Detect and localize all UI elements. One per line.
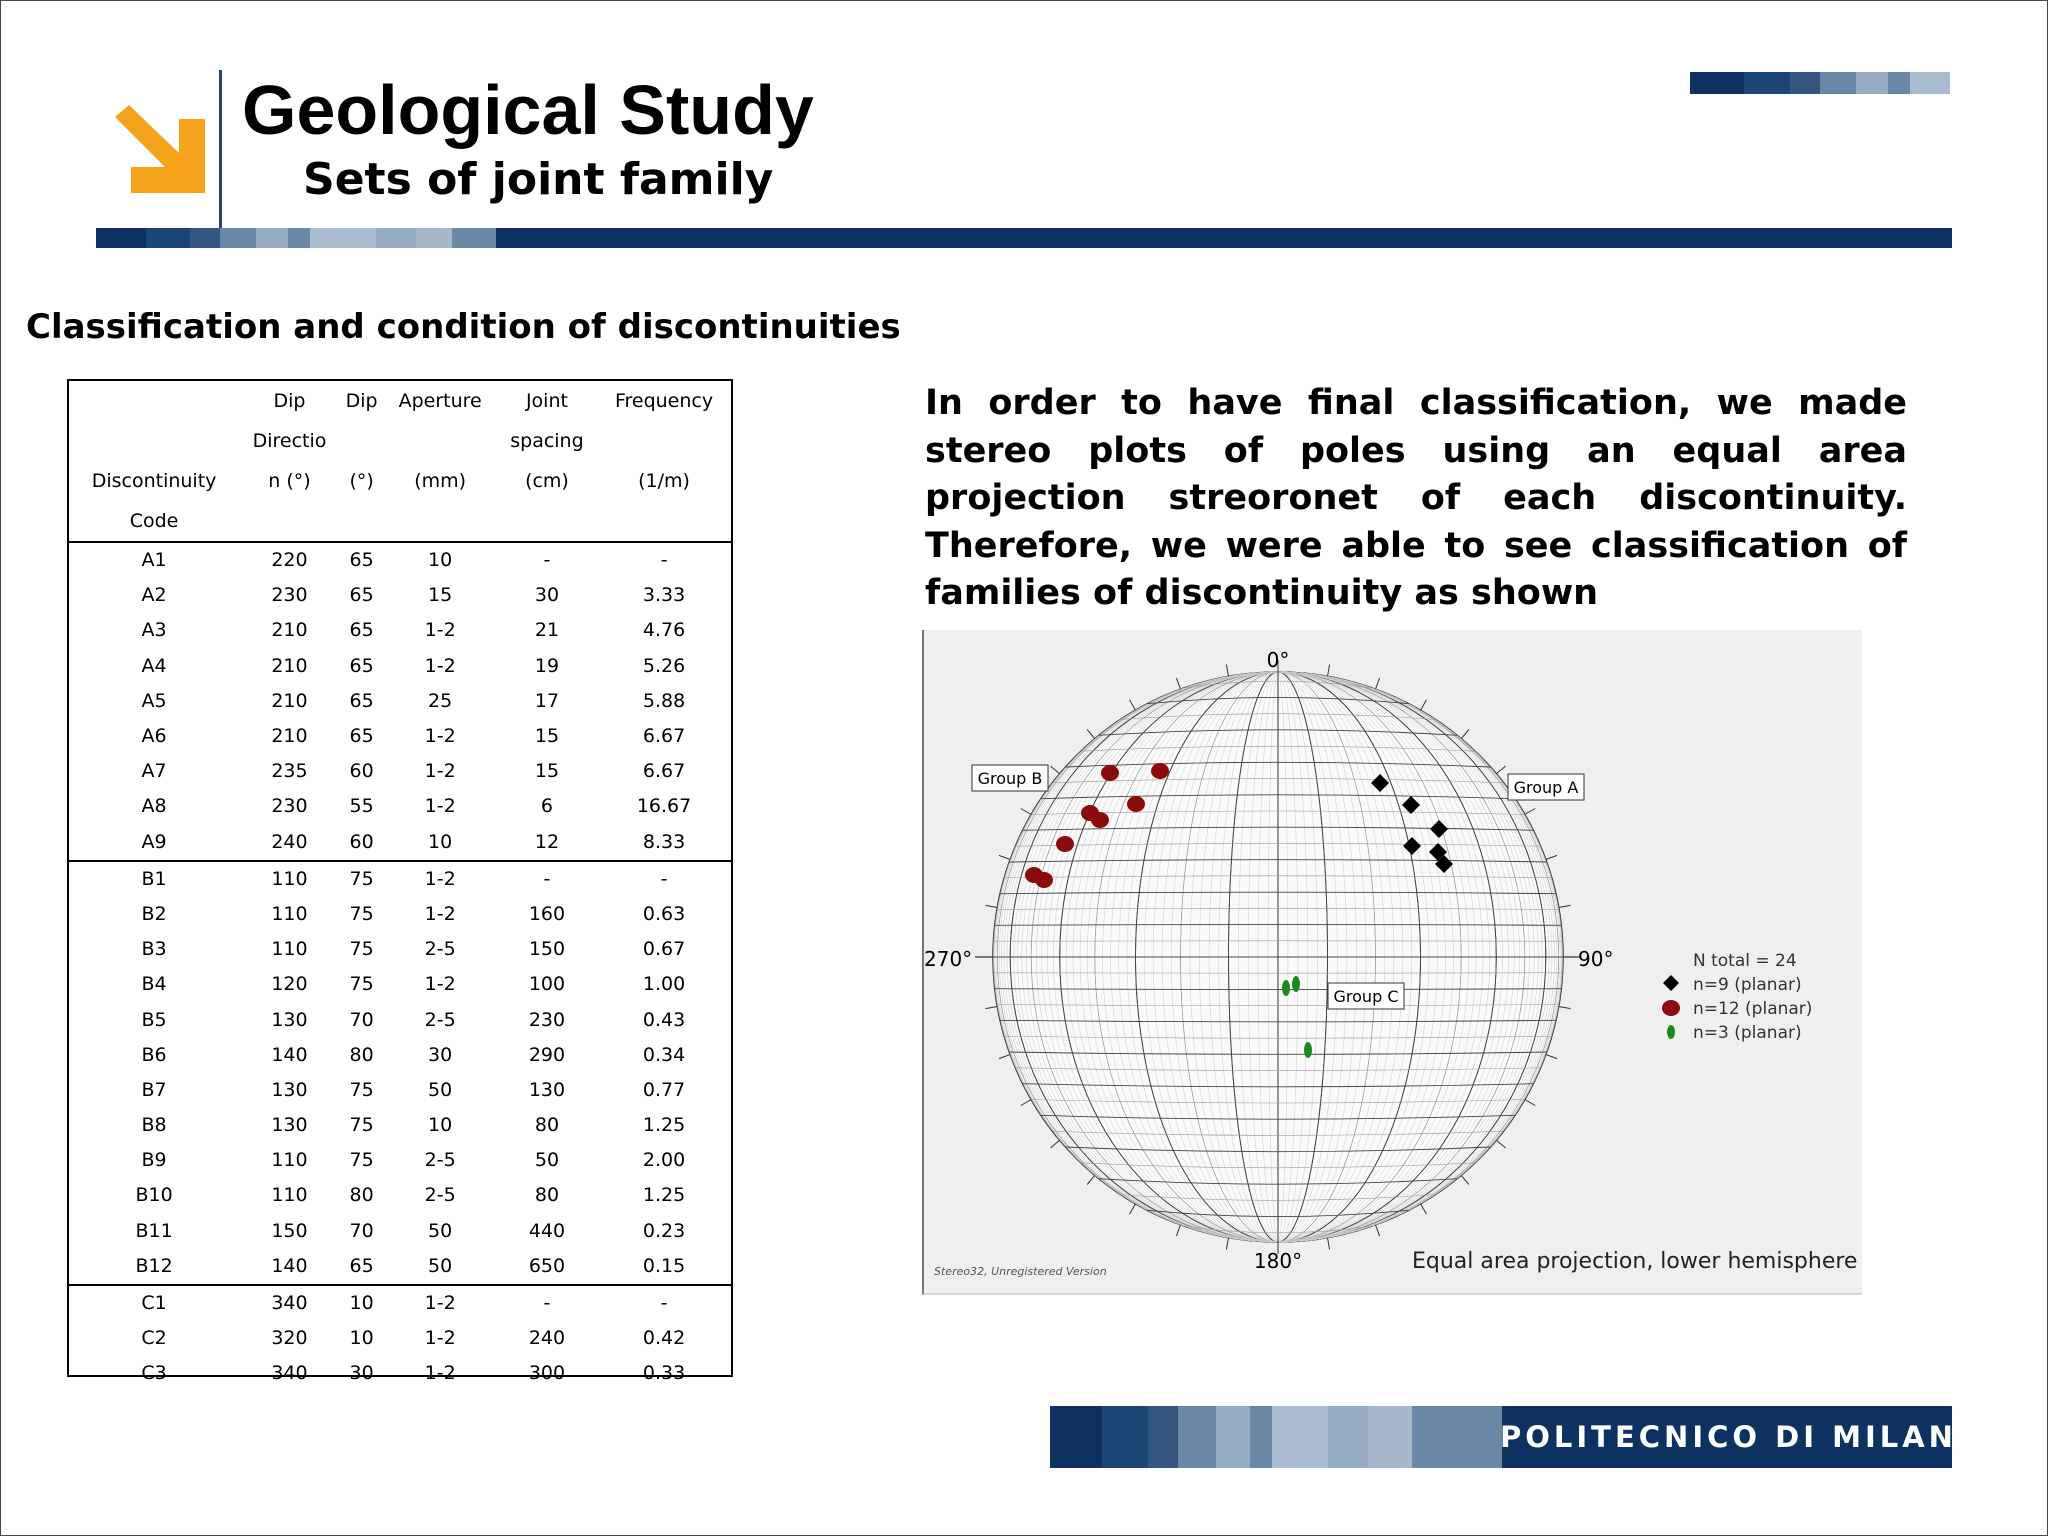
table-cell: 4.76: [642, 619, 686, 642]
table-cell: 30: [428, 1043, 453, 1066]
stereonet-figure: [922, 630, 1862, 1295]
table-cell: 110: [271, 1184, 308, 1207]
table-cell: 1-2: [424, 760, 456, 783]
table-row: [69, 754, 731, 789]
table-cell: B5: [141, 1008, 167, 1031]
table-cell: A6: [141, 725, 167, 748]
table-cell: 30: [349, 1362, 374, 1385]
table-cell: 75: [349, 938, 374, 961]
table-cell: 75: [349, 1114, 374, 1137]
header-color-band: [96, 228, 1952, 248]
table-header-cell: [383, 381, 496, 542]
table-header-cell: [239, 381, 340, 542]
table-cell: 65: [349, 619, 374, 642]
label-group-b: Group B: [977, 769, 1043, 788]
arrow-logo-icon: [115, 105, 210, 195]
table-cell: 65: [349, 689, 374, 712]
table-cell: A1: [141, 549, 167, 572]
table-row: [69, 967, 731, 1002]
table-cell: 0.63: [642, 902, 686, 925]
table-cell: 21: [534, 619, 560, 642]
table-cell: 130: [528, 1078, 566, 1101]
table-cell: 0.77: [642, 1078, 686, 1101]
table-cell: 15: [534, 760, 560, 783]
table-row: [69, 897, 731, 932]
label-south: 180°: [1253, 1249, 1303, 1273]
table-cell: 30: [534, 584, 560, 607]
table-row: [69, 542, 731, 578]
table-cell: 340: [239, 1285, 340, 1321]
table-cell: 80: [534, 1184, 560, 1207]
table-cell: 50: [428, 1254, 453, 1277]
table-cell: 1.00: [642, 973, 686, 996]
table-cell: 50: [534, 1149, 560, 1172]
table-row: [69, 1108, 731, 1143]
table-row: [69, 1143, 731, 1178]
legend-marker-leaf: [1667, 1025, 1675, 1039]
table-cell: 110: [271, 1149, 308, 1172]
table-cell: 0.42: [642, 1327, 686, 1350]
table-row: [69, 719, 731, 754]
table-cell: 60: [349, 760, 374, 783]
table-row: [69, 861, 731, 897]
description-paragraph: In order to have final classification, we made stereo plots of poles using an equal area projection streoronet of each discontinuity. Therefore, we were able to see classification of families of discontinuity as shown: [925, 383, 1907, 613]
legend-marker-circle: [1662, 1000, 1680, 1016]
table-cell: 120: [271, 973, 308, 996]
table-cell: 55: [349, 795, 374, 818]
table-header-line: n (°): [268, 470, 311, 492]
table-cell: 65: [349, 584, 374, 607]
table-header-row: [69, 381, 731, 542]
table-cell: 1.25: [642, 1114, 686, 1137]
table-cell: 65: [349, 654, 374, 677]
table-cell: 0.67: [642, 938, 686, 961]
table-cell: 17: [534, 689, 560, 712]
table-header-line: Dip: [273, 390, 306, 412]
table-cell: -: [497, 1285, 597, 1321]
table-cell: 1-2: [383, 1285, 496, 1321]
section-title: Classification and condition of discontinuities: [26, 307, 901, 347]
table-cell: 60: [349, 830, 374, 853]
table-cell: 240: [528, 1327, 566, 1350]
table-cell: 1-2: [424, 1327, 456, 1350]
table-cell: 25: [428, 689, 453, 712]
table-header-line: (mm): [414, 470, 467, 492]
table-cell: B9: [141, 1149, 167, 1172]
table-cell: 1.25: [642, 1184, 686, 1207]
table-cell: 10: [428, 549, 453, 572]
table-cell: 12: [534, 830, 560, 853]
table-row: [69, 789, 731, 824]
table-cell: 110: [239, 861, 340, 897]
stereonet-watermark: Stereo32, Unregistered Version: [934, 1265, 1107, 1278]
table-cell: 65: [349, 1254, 374, 1277]
table-header-line: Code: [129, 510, 179, 532]
table-header-line: Discontinuity: [91, 470, 217, 492]
table-cell: 140: [271, 1043, 308, 1066]
table-cell: A5: [141, 689, 167, 712]
table-cell: 140: [271, 1254, 308, 1277]
table-cell: A8: [141, 795, 167, 818]
pole-marker-group-b: [1056, 836, 1074, 852]
table-cell: 65: [349, 549, 374, 572]
table-cell: 5.88: [642, 689, 686, 712]
table-cell: 80: [349, 1184, 374, 1207]
table-cell: 300: [528, 1362, 566, 1385]
table-cell: A9: [141, 830, 167, 853]
table-cell: B4: [141, 973, 167, 996]
table-cell: 65: [349, 725, 374, 748]
table-cell: 75: [349, 973, 374, 996]
table-cell: 6.67: [642, 725, 686, 748]
table-header-line: (1/m): [638, 470, 690, 492]
pole-marker-group-b: [1127, 796, 1145, 812]
table-cell: 210: [271, 689, 308, 712]
table-cell: 150: [271, 1219, 308, 1242]
table-cell: 15: [534, 725, 560, 748]
table-cell: 0.43: [642, 1008, 686, 1031]
table-cell: 2-5: [424, 1184, 456, 1207]
table-header-line: spacing: [510, 430, 584, 452]
pole-marker-group-b: [1091, 812, 1109, 828]
table-cell: 290: [528, 1043, 566, 1066]
table-row: [69, 578, 731, 613]
table-row: [69, 1002, 731, 1037]
table-cell: B11: [135, 1219, 173, 1242]
table-cell: 0.33: [642, 1362, 686, 1385]
table-cell: 0.34: [642, 1043, 686, 1066]
table-row: [69, 932, 731, 967]
table-cell: C1: [69, 1285, 239, 1321]
table-cell: A7: [141, 760, 167, 783]
table-cell: 110: [271, 902, 308, 925]
discontinuity-table: [67, 379, 733, 1385]
table-cell: 10: [428, 1114, 453, 1137]
table-cell: 6: [540, 795, 553, 818]
table-cell: 80: [534, 1114, 560, 1137]
table-cell: 19: [534, 654, 560, 677]
table-header-cell: [69, 381, 239, 542]
table-row: [69, 1249, 731, 1285]
table-cell: B8: [141, 1114, 167, 1137]
table-cell: B7: [141, 1078, 167, 1101]
table-cell: 75: [340, 861, 384, 897]
table-row: [69, 1285, 731, 1321]
legend-item-b: n=12 (planar): [1693, 999, 1813, 1019]
table-cell: 80: [349, 1043, 374, 1066]
pole-marker-group-c: [1304, 1042, 1312, 1058]
table-cell: 235: [271, 760, 308, 783]
label-group-a: Group A: [1513, 778, 1579, 797]
table-cell: 1-2: [424, 902, 456, 925]
table-cell: 220: [271, 549, 308, 572]
pole-marker-group-c: [1282, 980, 1290, 996]
table-cell: 75: [349, 1078, 374, 1101]
pole-marker-group-b: [1035, 872, 1053, 888]
table-cell: 2.00: [642, 1149, 686, 1172]
table-header-cell: [340, 381, 384, 542]
table-cell: 3.33: [642, 584, 686, 607]
table-cell: A4: [141, 654, 167, 677]
table-cell: 75: [349, 1149, 374, 1172]
table-row: [69, 613, 731, 648]
table-header-cell: [497, 381, 597, 542]
table-body: [69, 542, 731, 1392]
table-cell: 440: [528, 1219, 566, 1242]
legend-item-a: n=9 (planar): [1693, 975, 1802, 995]
table-cell: 70: [349, 1219, 374, 1242]
top-right-color-bar: [1690, 72, 1950, 94]
table-cell: 10: [428, 830, 453, 853]
label-east: 90°: [1578, 947, 1614, 971]
table-cell: 130: [271, 1008, 308, 1031]
table-cell: A3: [141, 619, 167, 642]
table-cell: 100: [528, 973, 566, 996]
table-cell: 1-2: [424, 795, 456, 818]
table-cell: 16.67: [636, 795, 692, 818]
label-north: 0°: [1266, 648, 1290, 672]
table-cell: 150: [528, 938, 566, 961]
table-cell: 130: [271, 1078, 308, 1101]
table-cell: 0.23: [642, 1219, 686, 1242]
table-cell: 210: [271, 619, 308, 642]
table-cell: 1-2: [424, 1362, 456, 1385]
table-row: [69, 1178, 731, 1213]
table-cell: B3: [141, 938, 167, 961]
table-cell: -: [660, 549, 668, 572]
table-header-line: Aperture: [398, 390, 482, 412]
table-header-line: Dip: [345, 390, 378, 412]
pole-marker-group-b: [1151, 763, 1169, 779]
table-row: [69, 1356, 731, 1391]
institution-name: POLITECNICO DI MILANO: [1500, 1420, 1986, 1454]
table-cell: B1: [69, 861, 239, 897]
table-cell: C2: [141, 1327, 167, 1350]
pole-marker-group-b: [1101, 765, 1119, 781]
table-cell: 1-2: [424, 619, 456, 642]
table-cell: -: [497, 861, 597, 897]
table-cell: 650: [528, 1254, 566, 1277]
table-cell: 110: [271, 938, 308, 961]
table-cell: 50: [428, 1219, 453, 1242]
table-cell: 2-5: [424, 1149, 456, 1172]
table-cell: B6: [141, 1043, 167, 1066]
table-cell: 2-5: [424, 1008, 456, 1031]
table-cell: 210: [271, 725, 308, 748]
table-header-cell: [597, 381, 731, 542]
table-cell: -: [597, 1285, 731, 1321]
header-divider: [219, 70, 222, 228]
table-cell: 230: [271, 584, 308, 607]
table-cell: 130: [271, 1114, 308, 1137]
table-cell: 75: [349, 902, 374, 925]
table-cell: 10: [349, 1327, 374, 1350]
table-cell: 340: [271, 1362, 308, 1385]
table-header-line: Joint: [525, 390, 568, 412]
table-cell: 15: [428, 584, 453, 607]
label-group-c: Group C: [1333, 987, 1399, 1006]
table-cell: 210: [271, 654, 308, 677]
pole-marker-group-c: [1292, 976, 1300, 992]
table-cell: 230: [271, 795, 308, 818]
table-row: [69, 1214, 731, 1249]
table-header-line: Frequency: [614, 390, 714, 412]
table-cell: B2: [141, 902, 167, 925]
label-west: 270°: [924, 947, 973, 971]
table-cell: -: [597, 861, 731, 897]
table-row: [69, 649, 731, 684]
table-cell: C3: [141, 1362, 167, 1385]
table-row: [69, 684, 731, 719]
legend-item-c: n=3 (planar): [1693, 1023, 1802, 1043]
table-row: [69, 825, 731, 861]
legend-total: N total = 24: [1693, 951, 1797, 971]
table-row: [69, 1073, 731, 1108]
table-row: [69, 1038, 731, 1073]
table-cell: 1-2: [424, 725, 456, 748]
table-header-line: (°): [349, 470, 374, 492]
table-cell: A2: [141, 584, 167, 607]
stereonet-caption: Equal area projection, lower hemisphere: [1412, 1249, 1858, 1274]
table-cell: 1-2: [424, 973, 456, 996]
table-row: [69, 1321, 731, 1356]
table-cell: 50: [428, 1078, 453, 1101]
table-cell: 1-2: [424, 654, 456, 677]
page-subtitle: Sets of joint family: [303, 154, 774, 205]
table-cell: 320: [271, 1327, 308, 1350]
table-cell: 240: [271, 830, 308, 853]
table-cell: 2-5: [424, 938, 456, 961]
table-cell: 5.26: [642, 654, 686, 677]
table-cell: 10: [340, 1285, 384, 1321]
table-header-line: Directio: [252, 430, 327, 452]
table-cell: 1-2: [383, 861, 496, 897]
table-cell: 70: [349, 1008, 374, 1031]
page-title: Geological Study: [242, 71, 814, 149]
table-cell: B12: [135, 1254, 173, 1277]
table-header-line: (cm): [525, 470, 569, 492]
table-cell: B10: [135, 1184, 173, 1207]
table-cell: 230: [528, 1008, 566, 1031]
table-cell: 160: [528, 902, 566, 925]
table-cell: 6.67: [642, 760, 686, 783]
table-cell: -: [543, 549, 551, 572]
table-cell: 0.15: [642, 1254, 686, 1277]
table-cell: 8.33: [642, 830, 686, 853]
